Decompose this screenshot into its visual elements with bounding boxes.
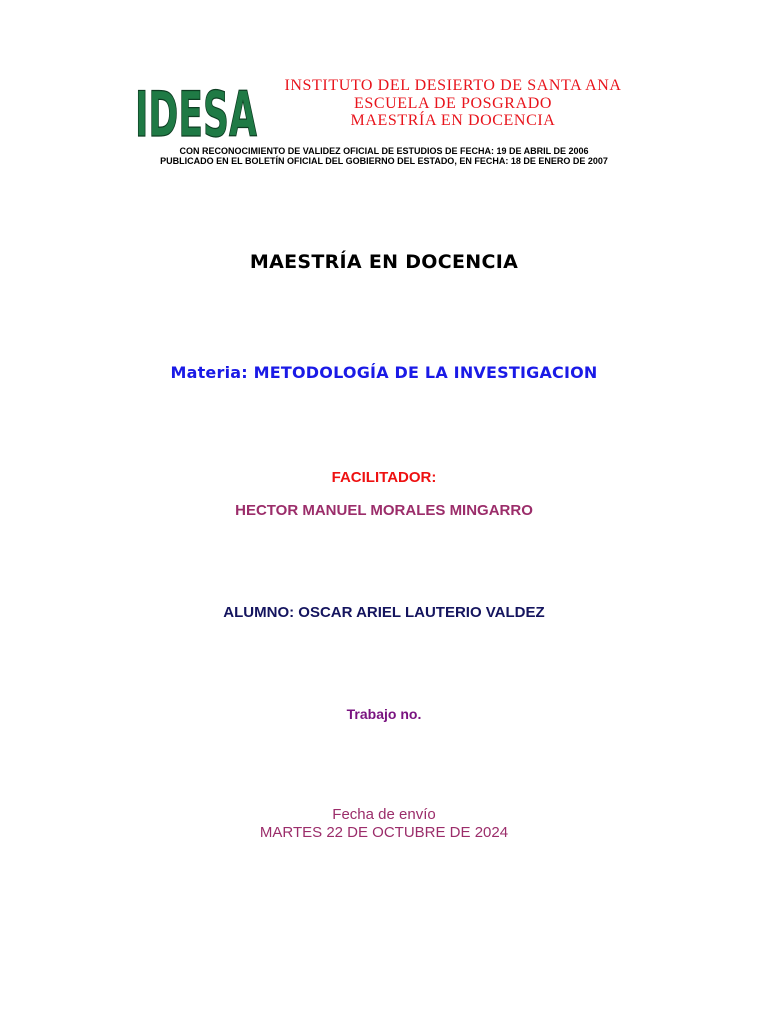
institution-header bbox=[268, 77, 638, 130]
submission-date-label: Fecha de envío bbox=[332, 806, 436, 823]
assignment-number: Trabajo no. bbox=[346, 706, 422, 722]
facilitator-name: HECTOR MANUEL MORALES MINGARRO bbox=[235, 502, 533, 519]
document-title: MAESTRÍA EN DOCENCIA bbox=[249, 251, 519, 273]
facilitator-label: FACILITADOR: bbox=[331, 469, 437, 486]
recognition-line-2: PUBLICADO EN EL BOLETÍN OFICIAL DEL GOBIERNO DEL ESTADO, EN FECHA: 18 DE ENERO DE 2007 bbox=[160, 156, 608, 166]
program-name: MAESTRÍA EN DOCENCIA bbox=[350, 112, 556, 129]
idesa-logo bbox=[133, 70, 259, 151]
school-name: ESCUELA DE POSGRADO bbox=[353, 94, 553, 112]
recognition-line-1: CON RECONOCIMIENTO DE VALIDEZ OFICIAL DE ESTUDIOS DE FECHA: 19 DE ABRIL DE 2006 bbox=[179, 146, 589, 156]
logo-text: IDESA bbox=[135, 78, 258, 151]
institution-name: INSTITUTO DEL DESIERTO DE SANTA ANA bbox=[284, 77, 622, 94]
submission-date-block bbox=[0, 806, 768, 841]
submission-date: MARTES 22 DE OCTUBRE DE 2024 bbox=[259, 823, 509, 841]
subject-heading: Materia: METODOLOGÍA DE LA INVESTIGACION bbox=[170, 363, 598, 382]
student-name: ALUMNO: OSCAR ARIEL LAUTERIO VALDEZ bbox=[223, 604, 545, 621]
